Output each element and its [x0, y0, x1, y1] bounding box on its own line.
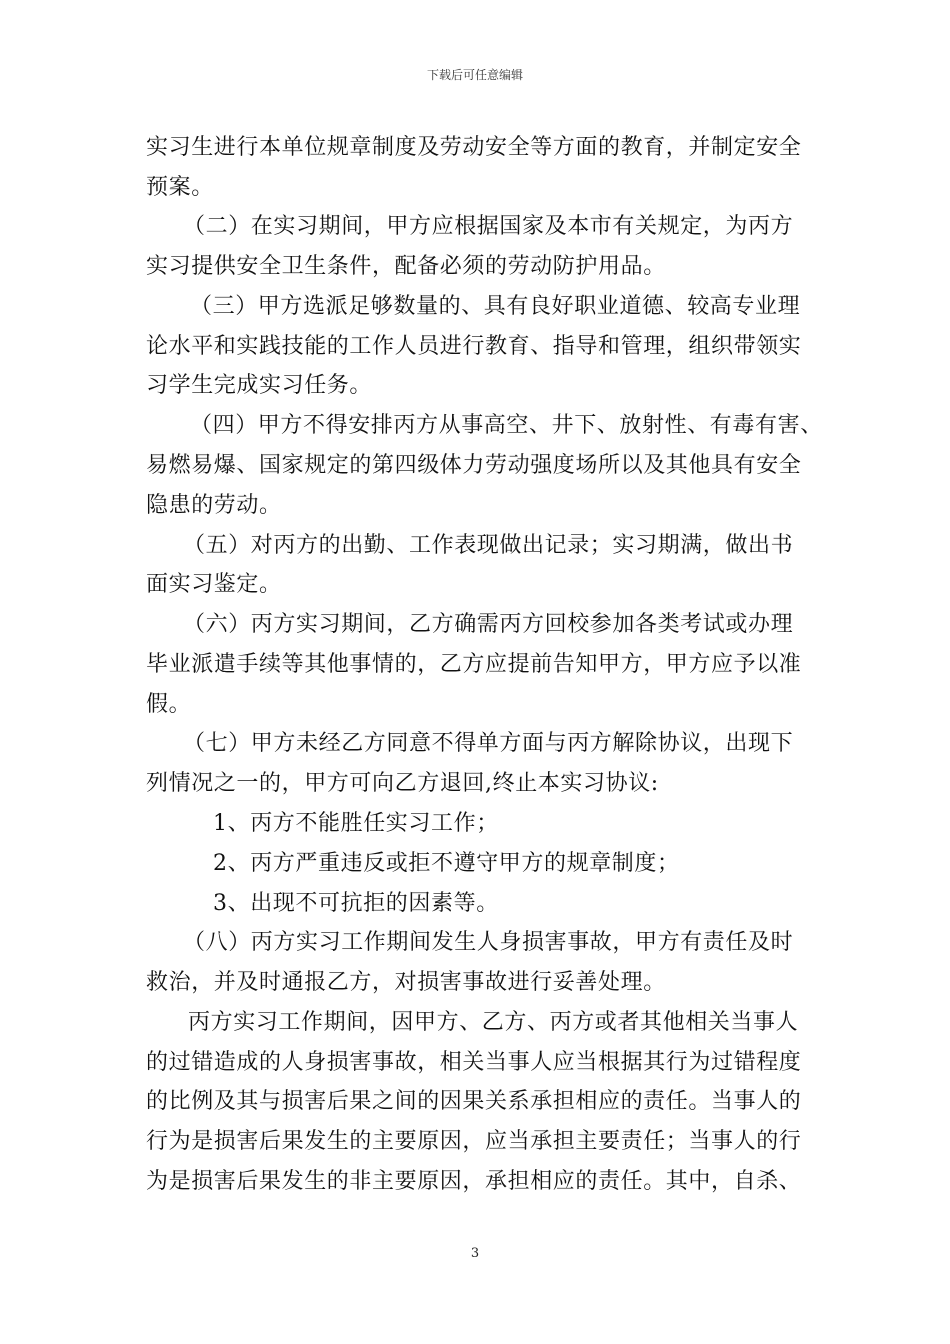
text-line: 的过错造成的人身损害事故，相关当事人应当根据其行为过错程度	[146, 1050, 802, 1075]
text-line: （五）对丙方的出勤、工作表现做出记录；实习期满，做出书	[183, 533, 794, 558]
text-line: 毕业派遣手续等其他事情的，乙方应提前告知甲方，甲方应予以准	[146, 652, 802, 677]
text-line: 论水平和实践技能的工作人员进行教育、指导和管理，组织带领实	[146, 334, 802, 359]
list-item: 1、丙方不能胜任实习工作；	[213, 811, 499, 836]
text-line: 隐患的劳动。	[146, 493, 282, 518]
text-line: 丙方实习工作期间，因甲方、乙方、丙方或者其他相关当事人	[188, 1010, 799, 1035]
text-line: 习学生完成实习任务。	[146, 373, 373, 398]
text-line: （六）丙方实习期间，乙方确需丙方回校参加各类考试或办理	[183, 612, 794, 637]
text-line: 救治，并及时通报乙方，对损害事故进行妥善处理。	[146, 970, 666, 995]
text-line: （三）甲方选派足够数量的、具有良好职业道德、较高专业理	[190, 294, 801, 319]
text-line: 易燃易爆、国家规定的第四级体力劳动强度场所以及其他具有安全	[146, 453, 802, 478]
page-header: 下载后可任意编辑	[426, 68, 523, 82]
text-line: 的比例及其与损害后果之间的因果关系承担相应的责任。当事人的	[146, 1089, 802, 1114]
page-number: 3	[470, 1246, 480, 1261]
text-line: 假。	[146, 692, 192, 717]
text-line: 实习提供安全卫生条件，配备必须的劳动防护用品。	[146, 254, 666, 279]
list-item: 2、丙方严重违反或拒不遵守甲方的规章制度；	[213, 851, 680, 876]
text-line: （二）在实习期间，甲方应根据国家及本市有关规定，为丙方	[183, 214, 794, 239]
text-line: 行为是损害后果发生的主要原因，应当承担主要责任；当事人的行	[146, 1129, 802, 1154]
text-line: 列情况之一的，甲方可向乙方退回,终止本实习协议:	[146, 771, 659, 796]
text-line: 预案。	[146, 175, 214, 200]
text-line: （七）甲方未经乙方同意不得单方面与丙方解除协议，出现下	[183, 731, 794, 756]
text-line: 实习生进行本单位规章制度及劳动安全等方面的教育，并制定安全	[146, 135, 802, 160]
text-line: （八）丙方实习工作期间发生人身损害事故，甲方有责任及时	[183, 930, 794, 955]
text-line: （四）甲方不得安排丙方从事高空、井下、放射性、有毒有害、	[190, 413, 823, 438]
text-line: 为是损害后果发生的非主要原因，承担相应的责任。其中，自杀、	[146, 1169, 802, 1194]
list-item: 3、出现不可抗拒的因素等。	[213, 891, 499, 916]
text-line: 面实习鉴定。	[146, 572, 282, 597]
